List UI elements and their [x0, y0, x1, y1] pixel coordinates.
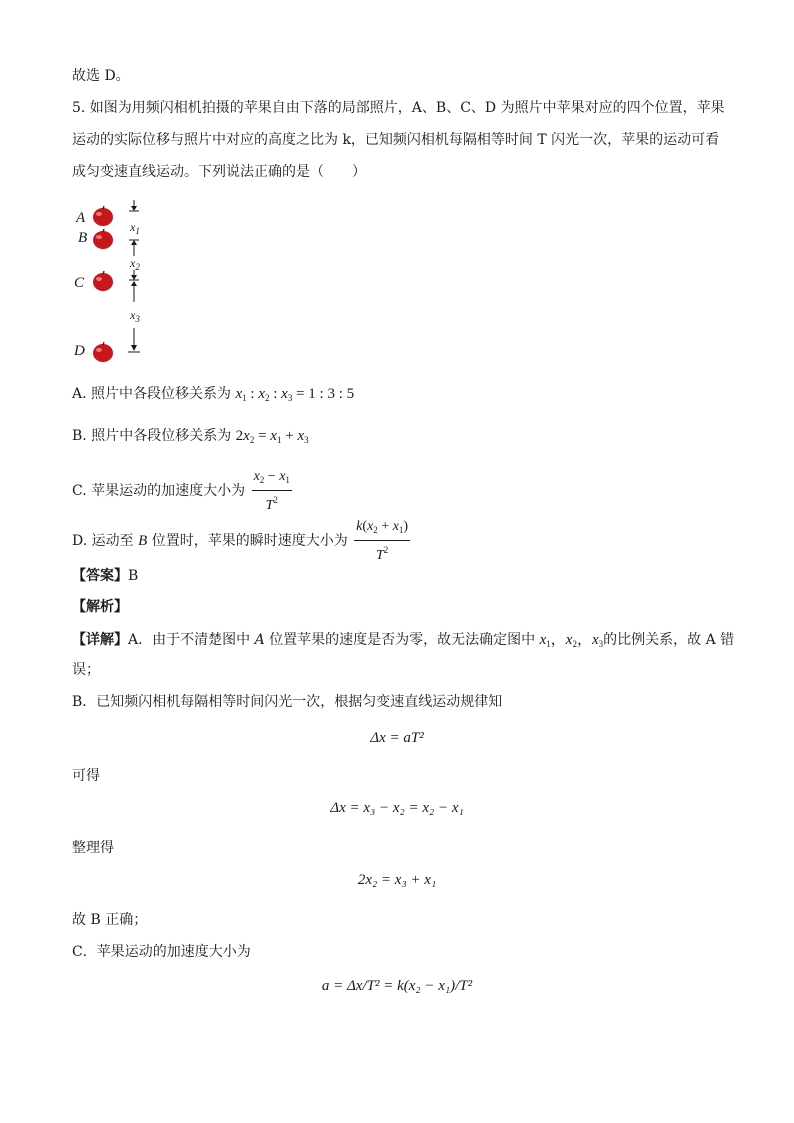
option-b-text: B. 照片中各段位移关系为 [72, 428, 232, 444]
equation-3 [0, 872, 794, 889]
point-label-a: A [76, 210, 86, 226]
detail-a-text-3: 的比例关系，故 A 错 [603, 632, 735, 648]
detail-a-text-1: A．由于不清楚图中 [128, 632, 251, 648]
previous-answer-line: 故选 D。 [72, 68, 130, 84]
detail-a-point: A [254, 632, 265, 648]
option-d-point: B [138, 533, 148, 549]
option-a-formula: $x_1$ : $x_2$ : $x_3 = 1$ : 3 : 5 [235, 386, 355, 403]
detail-line-a [72, 630, 734, 654]
option-d-text-1: D. 运动至 [72, 533, 134, 549]
segment-label-x1: $x_1$ [130, 220, 140, 236]
detail-a-vars: $x_1$，$x_2$，$x_3$ [539, 632, 604, 649]
equation-1 [0, 730, 794, 747]
option-c-formula: $\frac{x_2 - x_1}{T^2}$ [253, 469, 290, 513]
apple-icon-a [92, 206, 114, 226]
equation-2-text: Δx = x₃ − x₂ = x₂ − x₁ [330, 800, 464, 816]
equation-2 [0, 800, 794, 817]
detail-line-b: B．已知频闪相机每隔相等时间闪光一次，根据匀变速直线运动规律知 [72, 694, 503, 710]
answer-label: 【答案】 [72, 568, 128, 584]
segment-label-x3: $x_3$ [130, 308, 140, 324]
option-d-formula: $\frac{k(x_2 + x_1)}{T^2}$ [356, 519, 409, 563]
apple-icon-b [92, 229, 114, 249]
option-a [72, 384, 354, 408]
detail-line-c: C．苹果运动的加速度大小为 [72, 944, 251, 960]
equation-1-text: Δx = aT² [370, 730, 424, 746]
apple-icon-c [92, 271, 114, 291]
option-a-text: A. 照片中各段位移关系为 [72, 386, 232, 402]
option-d-text-2: 位置时，苹果的瞬时速度大小为 [151, 533, 348, 549]
equation-3-text: 2x₂ = x₃ + x₁ [357, 872, 437, 888]
segment-label-x2: $x_2$ [130, 256, 140, 272]
answer-value: B [128, 568, 139, 584]
point-label-b: B [78, 230, 88, 246]
apple-icon-d [92, 342, 114, 362]
option-d [72, 518, 412, 564]
option-b-formula: $2x_2 = x_1 + x_3$ [235, 428, 309, 445]
answer-line [72, 566, 138, 586]
point-label-d: D [74, 343, 85, 359]
option-b [72, 426, 309, 450]
question-stem-line-3: 成匀变速直线运动。下列说法正确的是（ ） [72, 164, 366, 180]
question-stem-line-1: 5. 如图为用频闪相机拍摄的苹果自由下落的局部照片，A、B、C、D 为照片中苹果对应的四个位置，苹果 [72, 100, 725, 116]
option-a-ratio: = 1 : 3 : 5 [296, 386, 355, 402]
ke-de-line: 可得 [72, 768, 100, 784]
displacement-arrows [122, 200, 162, 370]
b-correct-line: 故 B 正确； [72, 912, 148, 928]
equation-4 [0, 978, 794, 995]
equation-4-text: a = Δx/T² = k(x₂ − x₁)/T² [321, 978, 473, 994]
detail-line-a-cont: 误； [72, 662, 100, 678]
falling-apple-figure [70, 200, 180, 370]
detail-label: 【详解】 [72, 632, 128, 648]
question-stem-line-2: 运动的实际位移与照片中对应的高度之比为 k，已知频闪相机每隔相等时间 T 闪光一次，苹果的运动可看 [72, 132, 720, 148]
zheng-li-de-line: 整理得 [72, 840, 114, 856]
option-c [72, 468, 294, 514]
point-label-c: C [74, 275, 85, 291]
analysis-label [72, 597, 128, 617]
analysis-label-text: 【解析】 [72, 599, 128, 615]
detail-a-text-2: 位置苹果的速度是否为零，故无法确定图中 [269, 632, 536, 648]
option-c-text: C. 苹果运动的加速度大小为 [72, 483, 246, 499]
